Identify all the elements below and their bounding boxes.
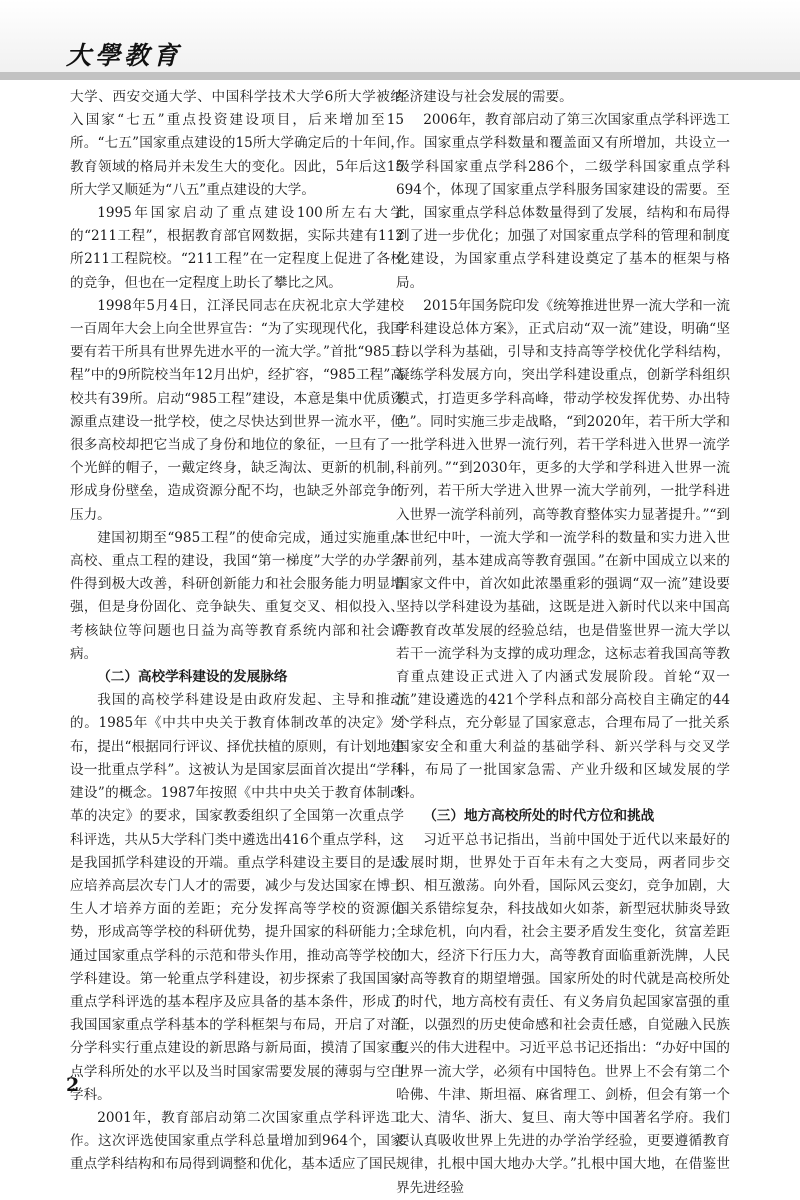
paragraph: 经济建设与社会发展的需要。 [396,89,573,105]
paragraph: 大学、西安交通大学、中国科学技术大学6所大学被纳入国家“七五”重点投资建设项目，后来增加至15所。“七五”国家重点建设的15所大学确定后的十年间，教育领域的格局并未发生大的变化。因此，5年后这15所大学又顺延为“八五”重点建设的大学。 [70,89,404,198]
journal-title: 大學教育 [66,41,183,70]
page-number: 2 [66,1074,80,1096]
right-column [396,86,730,1196]
paragraph: 习近平总书记指出，当前中国处于近代以来最好的发展时期，世界处于百年未有之大变局，两者同步交织、相互激荡。向外看，国际风云变幻，竞争加剧，大国关系错综复杂，科技战如火如荼，新型冠状肺炎导致全球危机，向内看，社会主要矛盾发生变化，贫富差距加大，经济下行压力大，高等教育面临重新洗牌，人民对高等教育的期望增强。国家所处的时代就是高校所处的时代，地方高校有责任、有义务肩负起国家富强的重任，以强烈的历史使命感和社会责任感，自觉融入民族复兴的伟大进程中。习近平总书记还指出：“办好中国的世界一流大学，必须有中国特色。世界上不会有第二个哈佛、牛津、斯坦福、麻省理工、剑桥，但会有第一个北大、清华、浙大、复旦、南大等中国著名学府。我们要认真吸收世界上先进的办学治学经验，更要遵循教育规律，扎根中国大地办大学。”扎根中国大地，在借鉴世界先进经验 [396,831,730,1196]
section-heading: （二）高校学科建设的发展脉络 [97,669,288,686]
paragraph: 我国的高校学科建设是由政府发起、主导和推动的。1985年《中共中央关于教育体制改革的决定》发布，提出“根据同行评议、择优扶植的原则，有计划地建设一批重点学科”。这被认为是国家层面首次提出“学科建设”的概念。1987年按照《中共中央关于教育体制改革的决定》的要求，国家教委组织了全国第一次重点学科评选，共从5大学科门类中遴选出416个重点学科，这是我国抓学科建设的开端。重点学科建设主要目的是适应培养高层次专门人才的需要，减少与发达国家在博士生人才培养方面的差距；充分发挥高等学校的资源优势，形成高等学校的科研优势，提升国家的科研能力；通过国家重点学科的示范和带头作用，推动高等学校的学科建设。第一轮重点学科建设，初步探索了我国国家重点学科评选的基本程序及应具备的基本条件，形成了我国国家重点学科基本的学科框架与布局，开启了对部分学科实行重点建设的新思路与新局面，摸清了国家重点学科所处的水平以及当时国家需要发展的薄弱与空白学科。 [70,692,404,1103]
paragraph: 2001年，教育部启动第二次国家重点学科评选工作。这次评选使国家重点学科总量增加到964个，国家重点学科结构和布局得到调整和优化，基本适应了国民 [70,1109,404,1173]
paragraph: 1998年5月4日，江泽民同志在庆祝北京大学建校一百周年大会上向全世界宣告：“为了实现现代化，我国要有若干所具有世界先进水平的一流大学。”首批“985工程”中的9所院校当年12月出炉，经扩容，“985工程”高校共有39所。启动“985工程”建设，本意是集中优质资源重点建设一批学校，使之尽快达到世界一流水平，但很多高校却把它当成了身份和地位的象征，一旦有了一个光鲜的帽子，一戴定终身，缺乏淘汰、更新的机制，形成身份壁垒，造成资源分配不均，也缺乏外部竞争的压力。 [70,297,404,523]
left-column [70,86,404,1173]
paragraph: 1995年国家启动了重点建设100所左右大学的“211工程”，根据教育部官网数据，实际共建有112所211工程院校。“211工程”在一定程度上促进了各校的竞争，但也在一定程度上助长了攀比之风。 [70,205,404,291]
paragraph: 建国初期至“985工程”的使命完成，通过实施重点高校、重点工程的建设，我国“第一梯度”大学的办学条件得到极大改善，科研创新能力和社会服务能力明显增强，但是身份固化、竞争缺失、重复交叉、相似投入、考核缺位等问题也日益为高等教育系统内部和社会诟病。 [70,529,404,662]
header-bar [0,72,800,80]
paragraph: 2015年国务院印发《统筹推进世界一流大学和一流学科建设总体方案》，正式启动“双一流”建设，明确“坚持以学科为基础，引导和支持高等学校优化学科结构，凝练学科发展方向，突出学科建设重点，创新学科组织模式，打造更多学科高峰，带动学校发挥优势、办出特色”。同时实施三步走战略，“到2020年，若干所大学和一批学科进入世界一流行列，若干学科进入世界一流学科前列。”“到2030年，更多的大学和学科进入世界一流行列，若干所大学进入世界一流大学前列，一批学科进入世界一流学科前列，高等教育整体实力显著提升。”“到本世纪中叶，一流大学和一流学科的数量和实力进入世界前列，基本建成高等教育强国。”在新中国成立以来的国家文件中，首次如此浓墨重彩的强调“双一流”建设要坚持以学科建设为基础，这既是进入新时代以来中国高等教育改革发展的经验总结，也是借鉴世界一流大学以若干一流学科为支撑的成功理念，这标志着我国高等教育重点建设正式进入了内涵式发展阶段。首轮“双一流”建设遴选的421个学科点和部分高校自主确定的44个学科点，充分彰显了国家意志，合理布局了一批关系国家安全和重大利益的基础学科、新兴学科与交叉学科，布局了一批国家急需、产业升级和区域发展的学科。 [396,297,730,802]
paragraph: 2006年，教育部启动了第三次国家重点学科评选工作。国家重点学科数量和覆盖面又有所增加，共设立一级学科国家重点学科286个，二级学科国家重点学科694个，体现了国家重点学科服务国家建设的需要。至此，国家重点学科总体数量得到了发展，结构和布局得到了进一步优化；加强了对国家重点学科的管理和制度化建设，为国家重点学科建设奠定了基本的框架与格局。 [396,112,730,291]
section-heading: （三）地方高校所处的时代方位和挑战 [423,808,655,825]
